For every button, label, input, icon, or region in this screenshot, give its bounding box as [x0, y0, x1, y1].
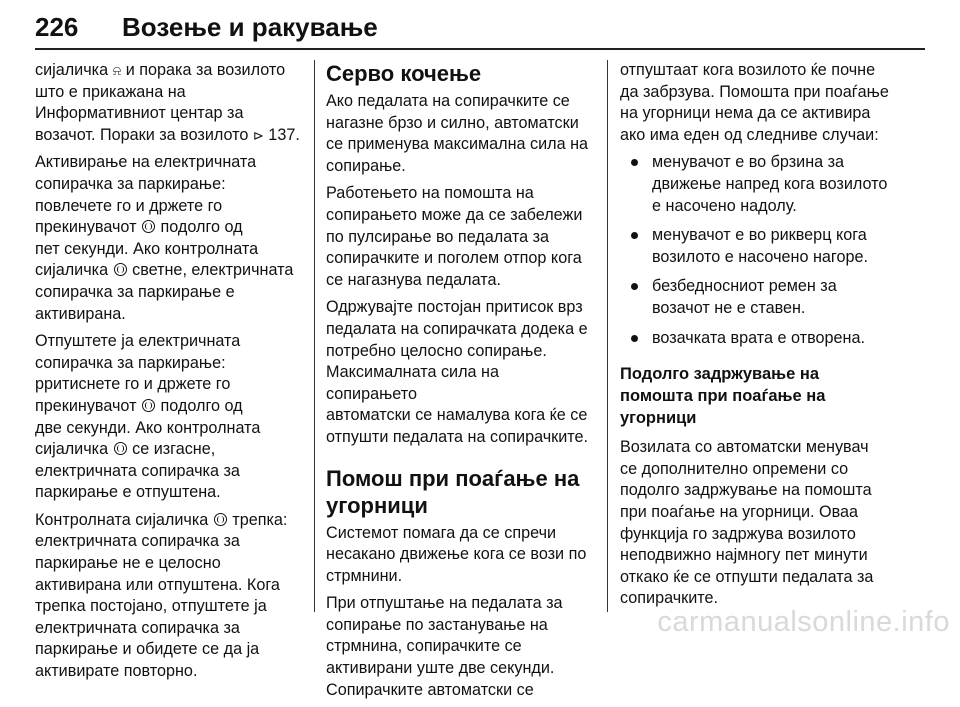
- section-heading: Серво кочење: [326, 61, 482, 86]
- hill-hold-warning-icon: ⍾: [112, 63, 122, 78]
- section-heading: Помош при поаѓање на угорници: [326, 465, 580, 518]
- paragraph: При отпуштање на педалата за сопирање по застанување на стрмнина, сопирачките се активирани уште две секунди. Сопирачките автоматски се: [326, 594, 563, 699]
- column-divider: [607, 60, 608, 612]
- page-header: [35, 12, 925, 56]
- parking-brake-icon: [142, 399, 155, 412]
- parking-brake-icon: [114, 442, 127, 455]
- paragraph: Отпуштете ја електричната сопирачка за паркирање: pритиснете го и држете го прекинувачот подолго од две секунди. Ако контролната сијаличка се изгасне, електричната сопирачка за паркирање е отпуштена.: [35, 332, 261, 502]
- paragraph: Одржувајте постојан притисок врз педалата на сопирачката додека е потребно целосно сопирање. Максималната сила на сопирањето автоматски се намалува кога ќе се отпушти педалата на сопирачките.: [326, 298, 589, 446]
- paragraph: отпуштаат кога возилото ќе почне да забрзува. Помошта при поаѓање на угорници нема да се активира ако има еден од следниве случаи:: [620, 61, 889, 144]
- header-rule: [35, 48, 925, 50]
- paragraph: сијаличка ⍾ и порака за возилото што е прикажана на Информативниот центар за возачот. Пораки за возилото ⊳ 137.: [35, 61, 300, 144]
- page-reference-arrow-icon: ⊳: [252, 127, 264, 143]
- parking-brake-icon: [214, 513, 227, 526]
- paragraph: Активирање на електричната сопирачка за паркирање: повлечете го и држете го прекинувачот подолго од пет секунди. Ако контролната сијаличка светне, електричната сопирачка за паркирање е активирана.: [35, 153, 294, 323]
- page-number: 226: [35, 12, 79, 42]
- parking-brake-icon: [142, 220, 155, 233]
- paragraph: Ако педалата на сопирачките се нагазне брзо и силно, автоматски се применува максимална сила на сопирање.: [326, 92, 589, 175]
- paragraph: Возилата со автоматски менувач се дополнително опремени со подолго задржување на помошта при поаѓање на угорници. Оваа функција го задржува возилото неподвижно најмногу пет минути откако ќе се отпушти педалата за сопирачките.: [620, 438, 874, 608]
- list-item: возачката врата е отворена.: [620, 328, 920, 350]
- paragraph: Контролната сијаличка трепка: електричната сопирачка за паркирање не е целосно активирана или отпуштена. Кога трепка постојано, отпуштете ја електричната сопирачка за паркирање и обидете се да ја активирате повторно.: [35, 510, 288, 681]
- parking-brake-icon: [114, 263, 127, 276]
- watermark: carmanualsonline.info: [657, 606, 950, 638]
- page-title: Возење и ракување: [122, 12, 378, 42]
- paragraph: Системот помага да се спречи несакано движење кога се вози по стрмнини.: [326, 523, 587, 585]
- column-2: [326, 60, 592, 707]
- column-1: [35, 60, 305, 689]
- column-3: [620, 60, 920, 616]
- condition-list: [620, 152, 920, 349]
- column-divider: [314, 60, 315, 612]
- list-item: безбедносниот ремен за возачот не е ставен.: [620, 276, 920, 319]
- list-item: менувачот е во рикверц кога возилото е насочено нагоре.: [620, 225, 920, 268]
- list-item: менувачот е во брзина за движење напред кога возилото е насочено надолу.: [620, 152, 920, 217]
- subsection-heading: Подолго задржување на помошта при поаѓање на угорници: [620, 365, 826, 428]
- paragraph: Работењето на помошта на сопирањето може да се забележи по пулсирање во педалата за сопирачките и поголем отпор кога се нагазнува педалата.: [326, 184, 583, 289]
